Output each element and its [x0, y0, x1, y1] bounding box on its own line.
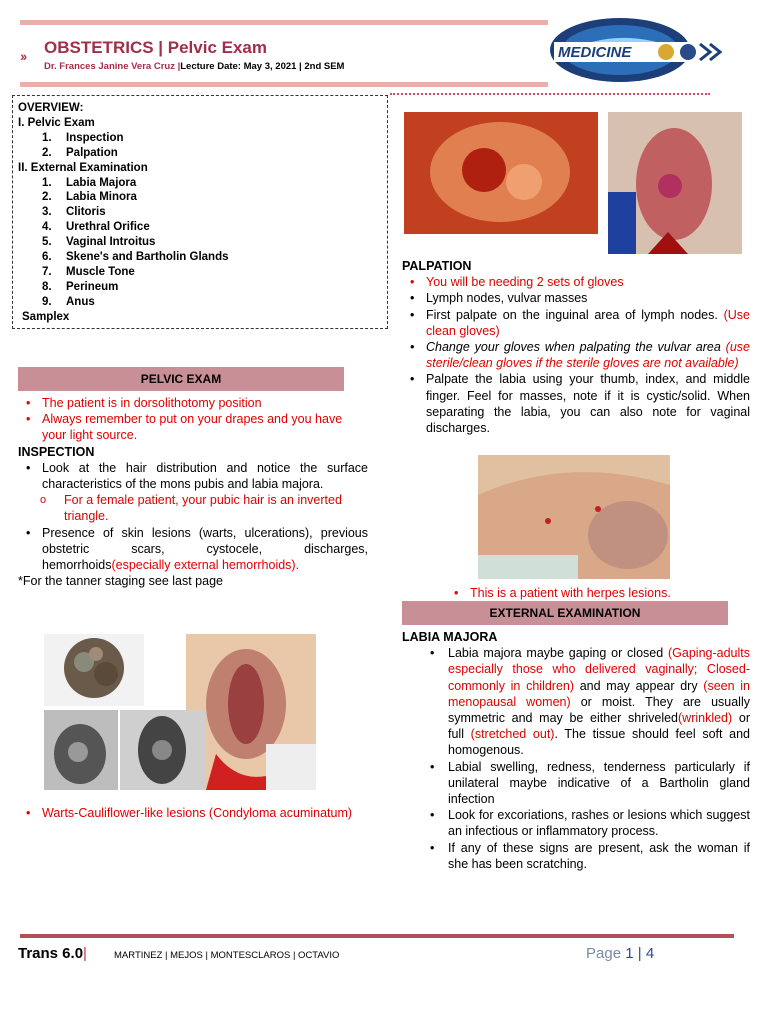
- labia-bullet: • Labia majora maybe gaping or closed (Gaping-adults especially those who delivered vaginally; Closed- commonly in children) and may appear dry (seen in menopausal women) or moist. They are usually symmetric and may be either shriveled(wrinkled) or full (stretched out). The tissue should feel soft and homogenous.: [402, 645, 750, 758]
- overview-item: 1. Labia Majora: [42, 176, 137, 189]
- overview-item: 9. Anus: [42, 295, 95, 308]
- palpation-heading: PALPATION: [402, 259, 472, 273]
- lecturer-name: Dr. Frances Janine Vera Cruz |: [44, 61, 181, 72]
- palpation-section: [402, 258, 750, 436]
- tanner-note: *For the tanner staging see last page: [18, 574, 223, 589]
- lecture-date: Lecture Date: May 3, 2021 | 2nd SEM: [180, 61, 345, 72]
- labia-majora-section: [402, 629, 750, 872]
- header-chevron: ››: [20, 48, 26, 64]
- overview-item: 3. Clitoris: [42, 206, 106, 219]
- overview-item: 1. Inspection: [42, 131, 124, 144]
- labia-bullet: • If any of these signs are present, ask the woman if she has been scratching.: [402, 840, 750, 872]
- overview-item: 8. Perineum: [42, 280, 119, 293]
- labia-bullet: • Labial swelling, redness, tenderness particularly if unilateral maybe indicative of a Bartholin gland infection: [402, 759, 750, 808]
- page-title: OBSTETRICS | Pelvic Exam: [44, 38, 268, 57]
- overview-item: 5. Vaginal Introitus: [42, 236, 156, 249]
- pelvic-bullet: • Always remember to put on your drapes and you have your light source.: [18, 411, 368, 443]
- overview-item: 4. Urethral Orifice: [42, 221, 150, 234]
- palpation-bullet: • Change your gloves when palpating the vulvar area (use sterile/clean gloves if the sterile gloves are not available): [402, 339, 750, 371]
- pelvic-exam-section: [18, 395, 368, 589]
- header-bottom-rule: [20, 82, 548, 87]
- trans-label: Trans 6.0|: [18, 945, 87, 962]
- labia-majora-heading: LABIA MAJORA: [402, 630, 498, 644]
- inspection-bullet: • Look at the hair distribution and notice the surface characteristics of the mons pubis and labia majora.: [18, 460, 368, 492]
- svg-text:MEDICINE: MEDICINE: [558, 44, 632, 61]
- exam-photo-1: [404, 112, 598, 234]
- footer-authors: MARTINEZ | MEJOS | MONTESCLAROS | OCTAVIO: [114, 950, 340, 961]
- header-top-rule: [20, 20, 548, 25]
- medicine-logo: [548, 16, 728, 84]
- footer-rule: [20, 934, 734, 938]
- overview-samplex: Samplex: [22, 310, 70, 323]
- page-number: Page 1 | 4: [586, 945, 655, 962]
- palpation-bullet: • You will be needing 2 sets of gloves: [402, 274, 750, 290]
- dotted-divider: [390, 93, 710, 95]
- inspection-heading: INSPECTION: [18, 444, 95, 459]
- overview-section-1: I. Pelvic Exam: [18, 116, 95, 129]
- palpation-bullet: • Palpate the labia using your thumb, index, and middle finger. Feel for masses, note if it is cystic/solid. When separating the labia, you can also note for vaginal discharges.: [402, 371, 750, 436]
- labia-bullet: • Look for excoriations, rashes or lesions which suggest an infectious or inflammatory process.: [402, 807, 750, 839]
- overview-item: 7. Muscle Tone: [42, 265, 135, 278]
- palpation-bullet: • First palpate on the inguinal area of lymph nodes. (Use clean gloves): [402, 307, 750, 339]
- pelvic-bullet: • The patient is in dorsolithotomy position: [18, 395, 368, 411]
- herpes-photo: [478, 455, 670, 579]
- overview-title: OVERVIEW:: [18, 102, 84, 114]
- external-exam-bar: EXTERNAL EXAMINATION: [402, 601, 728, 625]
- inspection-subbullet: o For a female patient, your pubic hair is an inverted triangle.: [18, 492, 368, 524]
- overview-item: 6. Skene's and Bartholin Glands: [42, 251, 229, 264]
- wart-photo-2: [44, 710, 118, 790]
- herpes-caption: • This is a patient with herpes lesions.: [446, 585, 746, 601]
- wart-photo-3: [120, 710, 206, 790]
- inspection-bullet: • Presence of skin lesions (warts, ulcerations), previous obstetric scars, cystocele, discharges, hemorrhoids(especially external hemorrhoids).: [18, 525, 368, 574]
- overview-list: [18, 101, 229, 325]
- overview-section-2: II. External Examination: [18, 161, 148, 174]
- wart-caption: • Warts-Cauliflower-like lesions (Condyloma acuminatum): [18, 805, 368, 821]
- byline: [44, 61, 344, 72]
- overview-item: 2. Labia Minora: [42, 191, 137, 204]
- overview-item: 2. Palpation: [42, 146, 118, 159]
- pelvic-exam-bar: PELVIC EXAM: [18, 367, 344, 391]
- palpation-bullet: • Lymph nodes, vulvar masses: [402, 290, 750, 306]
- exam-photo-2: [608, 112, 742, 254]
- wart-photo-1: [44, 634, 144, 706]
